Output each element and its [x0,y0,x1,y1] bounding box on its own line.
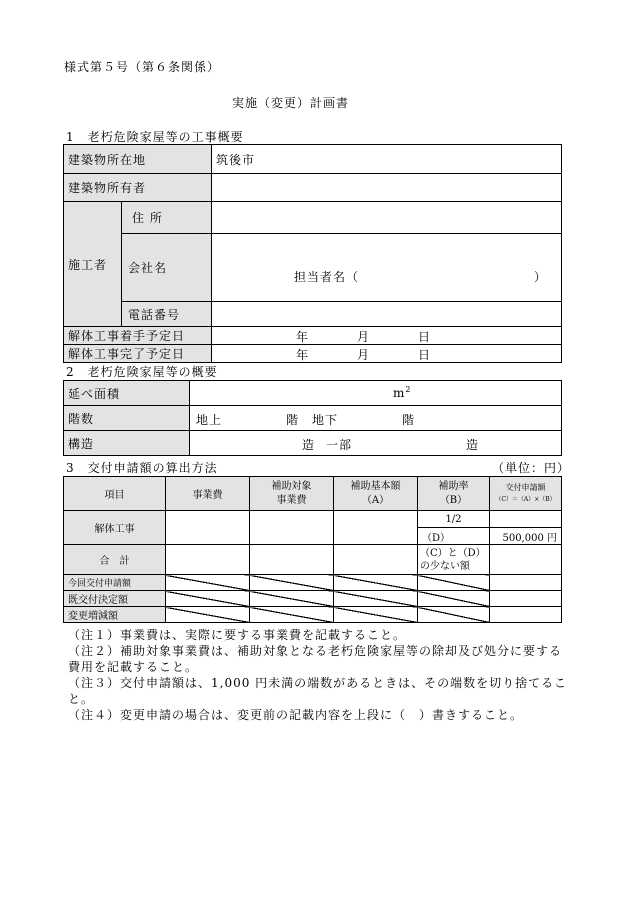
form-number: 様式第５号（第６条関係） [64,60,221,74]
person-close: ） [534,270,548,284]
col-rate: 補助率 （B） [418,477,490,511]
building-overview-table [63,380,562,456]
structure-zo-1: 造 [302,438,316,452]
page-title: 実施（変更）計画書 [232,96,350,110]
section1-heading: 1 老朽危険家屋等の工事概要 [66,130,244,144]
work-overview-table [63,144,562,363]
decided-eligible-na [250,591,334,607]
current-eligible-na [250,575,334,591]
change-amount[interactable] [490,607,562,623]
current-amount[interactable] [490,575,562,591]
structure-value[interactable] [190,431,562,456]
floor-area-unit: $m^2$ [393,385,412,400]
building-owner-label: 建築物所有者 [64,174,212,202]
col-eligible: 補助対象 事業費 [250,477,334,511]
col-item: 項目 [64,477,166,511]
floors-value[interactable] [190,406,562,431]
change-rate-na [418,607,490,623]
person-label: 担当者名（ [294,270,360,284]
building-location-value[interactable]: 筑後市 [212,145,562,174]
floors-above-label: 地上 [196,413,223,427]
d-value: 500,000 円 [490,528,562,545]
current-rate-na [418,575,490,591]
col-base-amount: 補助基本額 （A） [334,477,418,511]
change-base-na [334,607,418,623]
decided-cost-na [166,591,250,607]
note-1: （注１）事業費は、実際に要する事業費を記載すること。 [68,628,407,642]
building-owner-value[interactable] [212,174,562,202]
start-date-value[interactable] [212,327,562,345]
end-date-value[interactable] [212,345,562,363]
demolition-eligible[interactable] [250,511,334,545]
building-location-label: 建築物所在地 [64,145,212,174]
decided-amount[interactable] [490,591,562,607]
floor-area-label: 延べ面積 [64,381,190,406]
demolition-cost[interactable] [166,511,250,545]
total-base[interactable] [334,545,418,575]
start-month: 月 [357,330,371,344]
floor-area-value[interactable] [190,381,562,406]
row-current-label: 今回交付申請額 [64,575,166,591]
row-demolition-label: 解体工事 [64,511,166,545]
company-label: 会社名 [122,234,212,302]
floors-below-label: 地下 [312,413,339,427]
change-cost-na [166,607,250,623]
col-amount: 交付申請額 （C）＝（A）×（B） [490,477,562,511]
demolition-base[interactable] [334,511,418,545]
lesser-amount-label: （C）と（D） の少ない額 [418,545,490,575]
start-year: 年 [296,330,310,344]
col-cost: 事業費 [166,477,250,511]
d-label: （D） [418,528,490,545]
row-total-label: 合 計 [64,545,166,575]
end-month: 月 [357,348,371,362]
section3-heading: 3 交付申請額の算出方法 [66,461,218,475]
section2-heading: 2 老朽危険家屋等の概要 [66,365,218,379]
row-decided-label: 既交付決定額 [64,591,166,607]
note-2: （注２）補助対象事業費は、補助対象となる老朽危険家屋等の除却及び処分に要する費用を記載すること。 [68,644,563,674]
note-4: （注４）変更申請の場合は、変更前の記載内容を上段に（ ）書きすること。 [68,708,524,722]
calculation-table [63,476,562,623]
total-amount[interactable] [490,545,562,575]
decided-rate-na [418,591,490,607]
start-date-label: 解体工事着手予定日 [64,327,212,345]
demolition-rate: 1/2 [418,511,490,528]
company-value[interactable] [212,234,562,302]
end-day: 日 [418,348,432,362]
note-3: （注３）交付申請額は、1,000 円未満の端数があるときは、その端数を切り捨てること。 [68,676,568,706]
contractor-label: 施工者 [64,202,122,327]
current-base-na [334,575,418,591]
phone-label: 電話番号 [122,302,212,327]
structure-label: 構造 [64,431,190,456]
floors-above-kai: 階 [286,413,300,427]
structure-ichibu: 一部 [326,438,353,452]
phone-value[interactable] [212,302,562,327]
total-eligible[interactable] [250,545,334,575]
demolition-amount[interactable] [490,511,562,528]
address-value[interactable] [212,202,562,234]
decided-base-na [334,591,418,607]
unit-note: （単位：円） [492,461,571,475]
change-eligible-na [250,607,334,623]
current-cost-na [166,575,250,591]
start-day: 日 [418,330,432,344]
structure-zo-2: 造 [466,438,480,452]
total-cost[interactable] [166,545,250,575]
floors-below-kai: 階 [402,413,416,427]
end-year: 年 [296,348,310,362]
floors-label: 階数 [64,406,190,431]
end-date-label: 解体工事完了予定日 [64,345,212,363]
address-label: 住 所 [122,202,212,234]
row-change-label: 変更増減額 [64,607,166,623]
